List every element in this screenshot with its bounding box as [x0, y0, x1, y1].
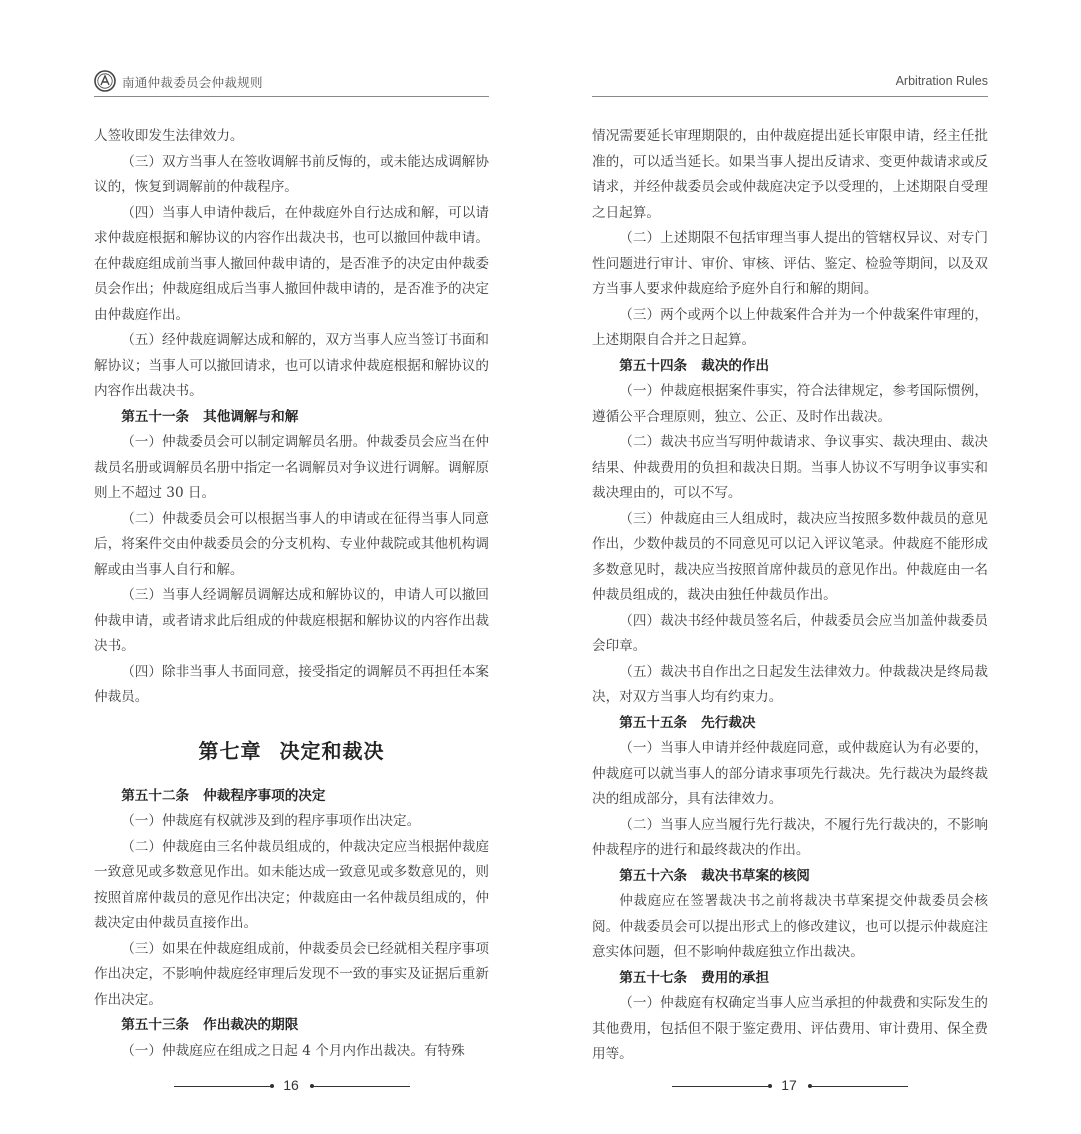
left-page-body: [94, 124, 489, 1064]
article-number: 第五十三条: [121, 1017, 190, 1033]
article-number: 第五十二条: [121, 787, 190, 804]
paragraph: （一）仲裁庭应在组成之日起 4 个月内作出裁决。有特殊: [121, 1042, 465, 1059]
paragraph: （三）仲裁庭由三人组成时，裁决应当按照多数仲裁员的意见作出，少数仲裁员的不同意见可以记入评议笔录。仲裁庭不能形成多数意见时，裁决应当按照首席仲裁员的意见作出。仲裁庭由一名仲裁员组成的，裁决由独任仲裁员作出。: [592, 510, 988, 603]
paragraph: （一）仲裁委员会可以制定调解员名册。仲裁委员会应当在仲裁员名册或调解员名册中指定一名调解员对争议进行调解。调解原则上不超过 30 日。: [94, 434, 489, 501]
paragraph: （三）如果在仲裁庭组成前，仲裁委员会已经就相关程序事项作出决定，不影响仲裁庭经审理后发现不一致的事实及证据后重新作出决定。: [94, 940, 489, 1008]
paragraph: （四）当事人申请仲裁后，在仲裁庭外自行达成和解，可以请求仲裁庭根据和解协议的内容作出裁决书，也可以撤回仲裁申请。在仲裁庭组成前当事人撤回仲裁申请的，是否准予的决定由仲裁委员会作出；仲裁庭组成后当事人撤回仲裁申请的，是否准予的决定由仲裁庭作出。: [94, 204, 489, 323]
paragraph: （二）上述期限不包括审理当事人提出的管辖权异议、对专门性问题进行审计、审价、审核、评估、鉴定、检验等期间，以及双方当事人要求仲裁庭给予庭外自行和解的期间。: [592, 230, 988, 297]
arbitration-commission-logo-icon: [94, 70, 116, 92]
paragraph: （三）两个或两个以上仲裁案件合并为一个仲裁案件审理的，上述期限自合并之日起算。: [592, 306, 988, 348]
article-heading: [94, 784, 489, 810]
paragraph: （五）裁决书自作出之日起发生法律效力。仲裁裁决是终局裁决，对双方当事人均有约束力。: [592, 663, 988, 705]
article-heading: [592, 711, 988, 737]
article-number: 第五十一条: [121, 408, 190, 425]
article-number: 第五十四条: [619, 357, 688, 374]
article-title: 裁决书草案的核阅: [701, 867, 810, 884]
paragraph: （三）双方当事人在签收调解书前反悔的，或未能达成调解协议的，恢复到调解前的仲裁程序。: [94, 153, 489, 195]
left-page: [94, 0, 489, 1134]
page-number: 17: [781, 1077, 797, 1093]
article-heading: [592, 966, 988, 992]
chapter-title: 决定和裁决: [279, 738, 385, 763]
article-title: 费用的承担: [701, 969, 770, 986]
article-heading: [592, 354, 988, 380]
page-footer: [94, 1076, 489, 1096]
paragraph: （一）仲裁庭有权确定当事人应当承担的仲裁费和实际发生的其他费用，包括但不限于鉴定费用、评估费用、审计费用、保全费用等。: [592, 995, 988, 1062]
article-heading: [94, 405, 489, 431]
article-title: 裁决的作出: [701, 357, 770, 374]
paragraph: （二）裁决书应当写明仲裁请求、争议事实、裁决理由、裁决结果、仲裁费用的负担和裁决日期。当事人协议不写明争议事实和裁决理由的，可以不写。: [592, 434, 988, 501]
chapter-heading: [94, 735, 489, 764]
page-number: 16: [283, 1077, 299, 1093]
chapter-number: 第七章: [198, 738, 262, 763]
paragraph: 人签收即发生法律效力。: [94, 128, 244, 144]
paragraph: （二）仲裁委员会可以根据当事人的申请或在征得当事人同意后，将案件交由仲裁委员会的分支机构、专业仲裁院或其他机构调解或由当事人自行和解。: [94, 510, 489, 578]
paragraph: （一）当事人申请并经仲裁庭同意，或仲裁庭认为有必要的，仲裁庭可以就当事人的部分请求事项先行裁决。先行裁决为最终裁决的组成部分，具有法律效力。: [592, 740, 988, 807]
article-number: 第五十六条: [619, 867, 688, 884]
article-title: 先行裁决: [701, 714, 756, 731]
article-heading: [592, 864, 988, 890]
running-header: [592, 66, 988, 97]
paragraph: （二）仲裁庭由三名仲裁员组成的，仲裁决定应当根据仲裁庭一致意见或多数意见作出。如未能达成一致意见或多数意见的，则按照首席仲裁员的意见作出决定；仲裁庭由一名仲裁员组成的，仲裁决定由仲裁员直接作出。: [94, 838, 489, 931]
paragraph: （三）当事人经调解员调解达成和解协议的，申请人可以撤回仲裁申请，或者请求此后组成的仲裁庭根据和解协议的内容作出裁决书。: [94, 587, 489, 654]
paragraph: （二）当事人应当履行先行裁决，不履行先行裁决的，不影响仲裁程序的进行和最终裁决的作出。: [592, 816, 988, 858]
right-page: [592, 0, 988, 1134]
article-title: 作出裁决的期限: [203, 1017, 299, 1033]
article-heading: [94, 1013, 489, 1039]
paragraph: （一）仲裁庭有权就涉及到的程序事项作出决定。: [121, 813, 421, 829]
article-title: 仲裁程序事项的决定: [203, 787, 326, 804]
paragraph: 情况需要延长审理期限的，由仲裁庭提出延长审限申请，经主任批准的，可以适当延长。如果当事人提出反请求、变更仲裁请求或反请求，并经仲裁委员会或仲裁庭决定予以受理的，上述期限自受理之日起算。: [592, 128, 988, 221]
running-header: [94, 66, 489, 97]
article-number: 第五十五条: [619, 714, 688, 731]
header-title: 南通仲裁委员会仲裁规则: [122, 75, 263, 90]
paragraph: （一）仲裁庭根据案件事实，符合法律规定，参考国际惯例，遵循公平合理原则，独立、公正、及时作出裁决。: [592, 383, 988, 425]
paragraph: （五）经仲裁庭调解达成和解的，双方当事人应当签订书面和解协议；当事人可以撤回请求，也可以请求仲裁庭根据和解协议的内容作出裁决书。: [94, 332, 489, 399]
paragraph: （四）裁决书经仲裁员签名后，仲裁委员会应当加盖仲裁委员会印章。: [592, 612, 988, 654]
article-number: 第五十七条: [619, 969, 688, 986]
paragraph: （四）除非当事人书面同意，接受指定的调解员不再担任本案仲裁员。: [94, 663, 489, 705]
paragraph: 仲裁庭应在签署裁决书之前将裁决书草案提交仲裁委员会核阅。仲裁委员会可以提出形式上的修改建议，也可以提示仲裁庭注意实体问题，但不影响仲裁庭独立作出裁决。: [592, 893, 988, 960]
page-footer: [592, 1076, 988, 1096]
right-page-body: [592, 124, 988, 1068]
header-title-english: Arbitration Rules: [895, 74, 988, 88]
article-title: 其他调解与和解: [203, 408, 299, 425]
